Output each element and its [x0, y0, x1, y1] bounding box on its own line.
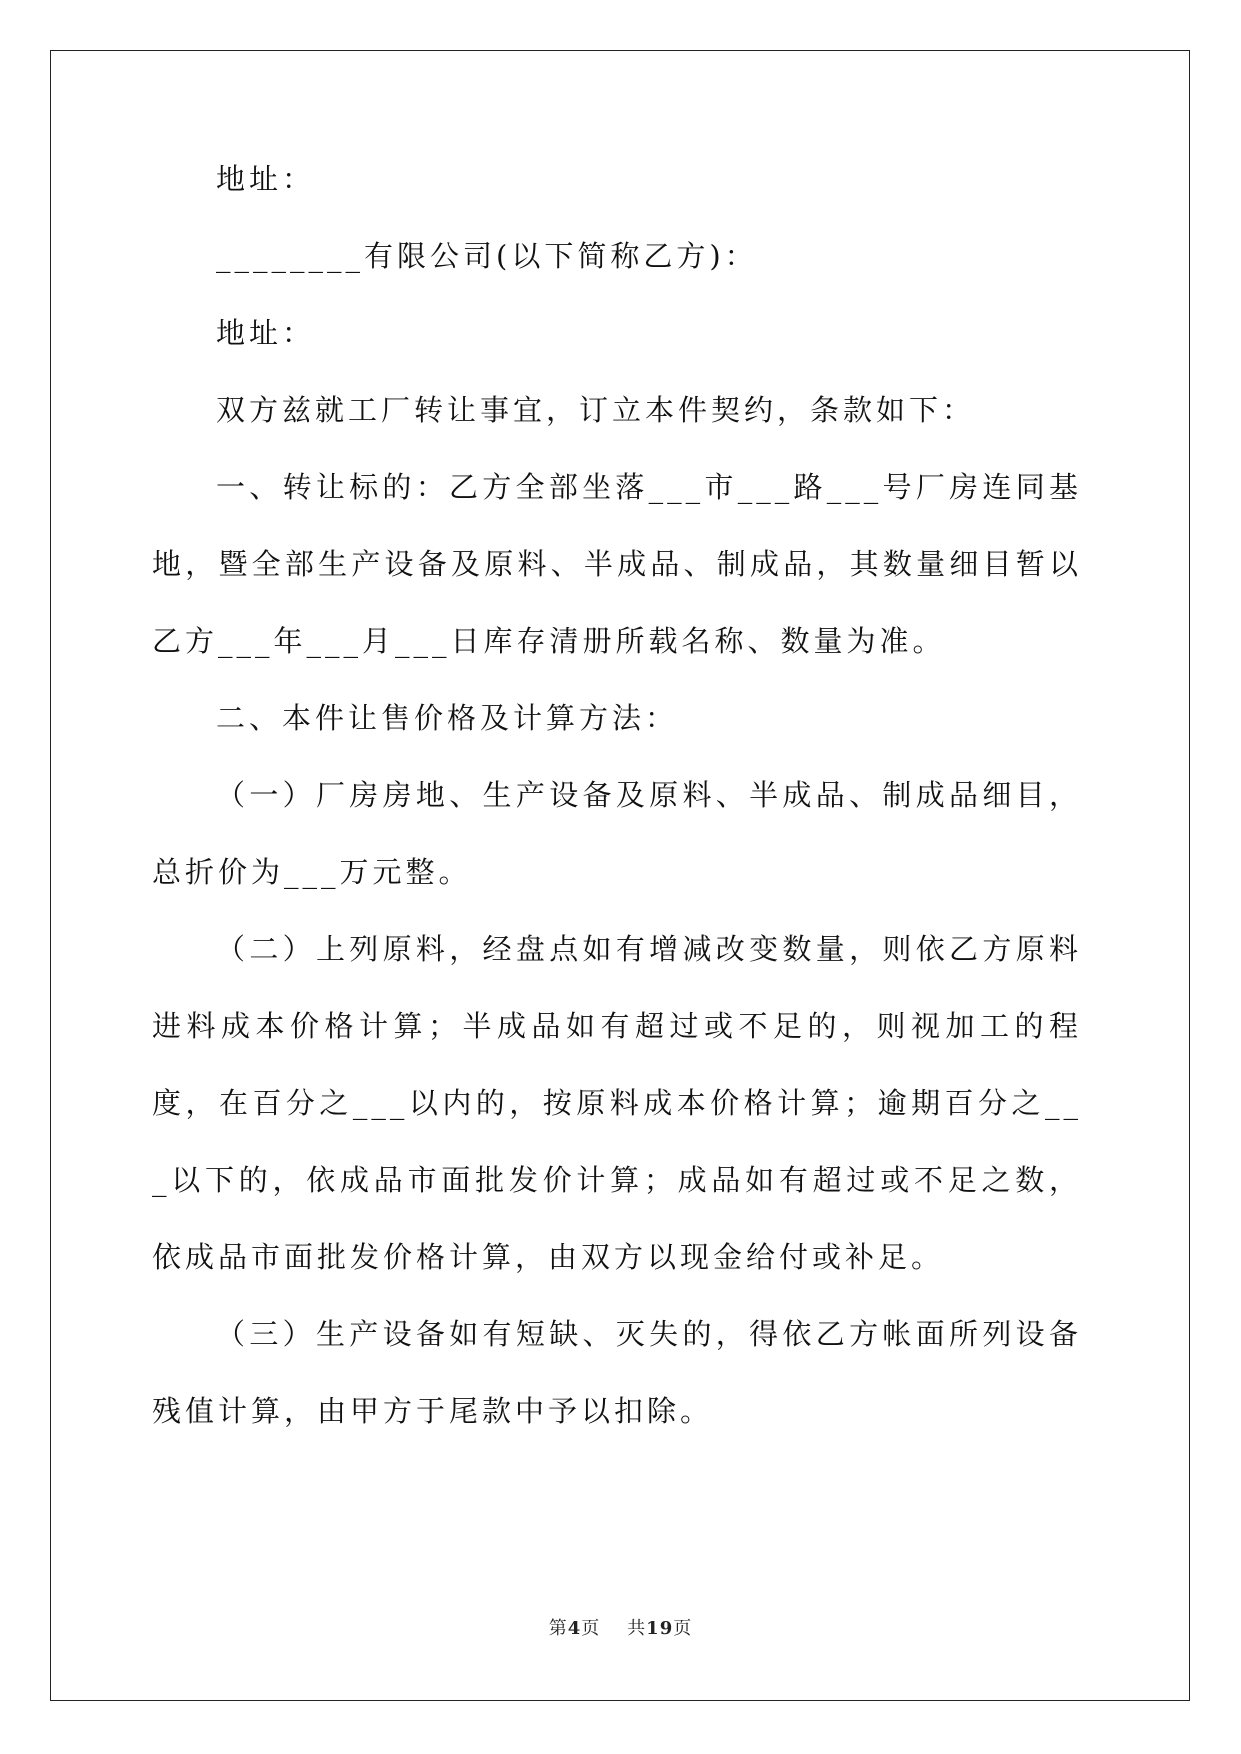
- paragraph-preamble: 双方兹就工厂转让事宜，订立本件契约，条款如下：: [216, 393, 976, 427]
- paragraph-clause-1: 一、转让标的：乙方全部坐落___市___路___号厂房连同基地，暨全部生产设备及原料、半成品、制成品，其数量细目暂以乙方___年___月___日库存清册所载名称、数量为准。: [152, 470, 1082, 658]
- footer-total-prefix: 共: [627, 1618, 647, 1639]
- footer-total-pages: 19: [646, 1618, 674, 1639]
- footer-prefix: 第: [548, 1618, 568, 1639]
- paragraph-address-a: 地址：: [216, 162, 316, 196]
- page-footer: [0, 1614, 1241, 1640]
- footer-current-page: 4: [567, 1618, 582, 1639]
- footer-total-unit: 页: [673, 1618, 693, 1639]
- paragraph-address-b: 地址：: [216, 316, 316, 350]
- paragraph-clause-2-3: （三）生产设备如有短缺、灭失的，得依乙方帐面所列设备残值计算，由甲方于尾款中予以扣除。: [152, 1317, 1082, 1428]
- footer-page-unit: 页: [581, 1618, 601, 1639]
- document-body: [152, 161, 1082, 1450]
- paragraph-party-b: ________有限公司(以下简称乙方)：: [216, 239, 758, 273]
- paragraph-clause-2-1: （一）厂房房地、生产设备及原料、半成品、制成品细目，总折价为___万元整。: [152, 778, 1082, 889]
- paragraph-clause-2-2: （二）上列原料，经盘点如有增减改变数量，则依乙方原料进料成本价格计算；半成品如有超过或不足的，则视加工的程度，在百分之___以内的，按原料成本价格计算；逾期百分之___以下的，依成品市面批发价计算；成品如有超过或不足之数，依成品市面批发价格计算，由双方以现金给付或补足。: [152, 932, 1082, 1274]
- paragraph-clause-2-heading: 二、本件让售价格及计算方法：: [216, 701, 679, 735]
